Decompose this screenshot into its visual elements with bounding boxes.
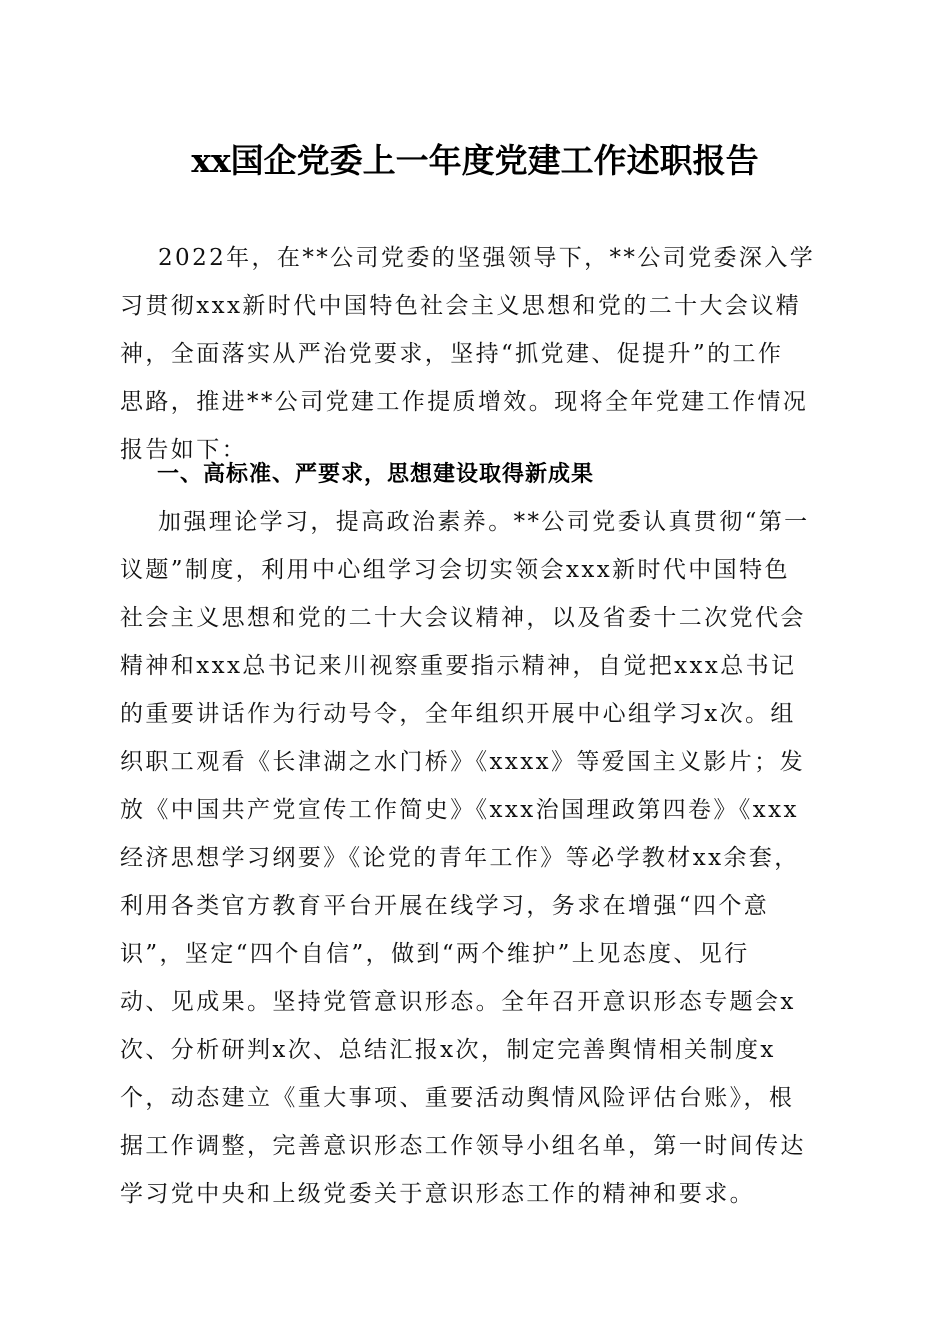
paragraph-line: 放《中国共产党宣传工作简史》《xxx治国理政第四卷》《xxx	[120, 797, 799, 823]
paragraph-line: 个，动态建立《重大事项、重要活动舆情风险评估台账》，根	[120, 1085, 795, 1111]
paragraph-line: 报告如下：	[120, 437, 247, 463]
section-paragraph	[120, 498, 832, 1218]
paragraph-line: 据工作调整，完善意识形态工作领导小组名单，第一时间传达	[120, 1133, 806, 1159]
section-heading: 一、高标准、严要求，思想建设取得新成果	[157, 462, 595, 487]
paragraph-line: 神，全面落实从严治党要求，坚持“抓党建、促提升”的工作	[120, 341, 784, 367]
intro-paragraph	[120, 234, 832, 474]
paragraph-line: 思路，推进**公司党建工作提质增效。现将全年党建工作情况	[120, 389, 809, 415]
document-title: xx国企党委上一年度党建工作述职报告	[191, 141, 759, 180]
paragraph-line: 识”，坚定“四个自信”，做到“两个维护”上见态度、见行	[120, 941, 750, 967]
paragraph-line: 的重要讲话作为行动号令，全年组织开展中心组学习x次。组	[120, 701, 796, 727]
paragraph-line: 精神和xxx总书记来川视察重要指示精神，自觉把xxx总书记	[120, 653, 797, 679]
paragraph-line: 学习党中央和上级党委关于意识形态工作的精神和要求。	[120, 1181, 755, 1207]
paragraph-line: 2022年，在**公司党委的坚强领导下，**公司党委深入学	[158, 245, 816, 271]
paragraph-line: 次、分析研判x次、总结汇报x次，制定完善舆情相关制度x	[120, 1037, 776, 1063]
paragraph-line: 经济思想学习纲要》《论党的青年工作》等必学教材xx余套，	[120, 845, 800, 871]
paragraph-line: 织职工观看《长津湖之水门桥》《xxxx》等爱国主义影片；发	[120, 749, 805, 775]
paragraph-line: 加强理论学习，提高政治素养。**公司党委认真贯彻“第一	[158, 509, 810, 535]
paragraph-line: 习贯彻xxx新时代中国特色社会主义思想和党的二十大会议精	[120, 293, 802, 319]
paragraph-line: 社会主义思想和党的二十大会议精神，以及省委十二次党代会	[120, 605, 806, 631]
paragraph-line: 议题”制度，利用中心组学习会切实领会xxx新时代中国特色	[120, 557, 790, 583]
paragraph-line: 动、见成果。坚持党管意识形态。全年召开意识形态专题会x	[120, 989, 796, 1015]
paragraph-line: 利用各类官方教育平台开展在线学习，务求在增强“四个意	[120, 893, 770, 919]
